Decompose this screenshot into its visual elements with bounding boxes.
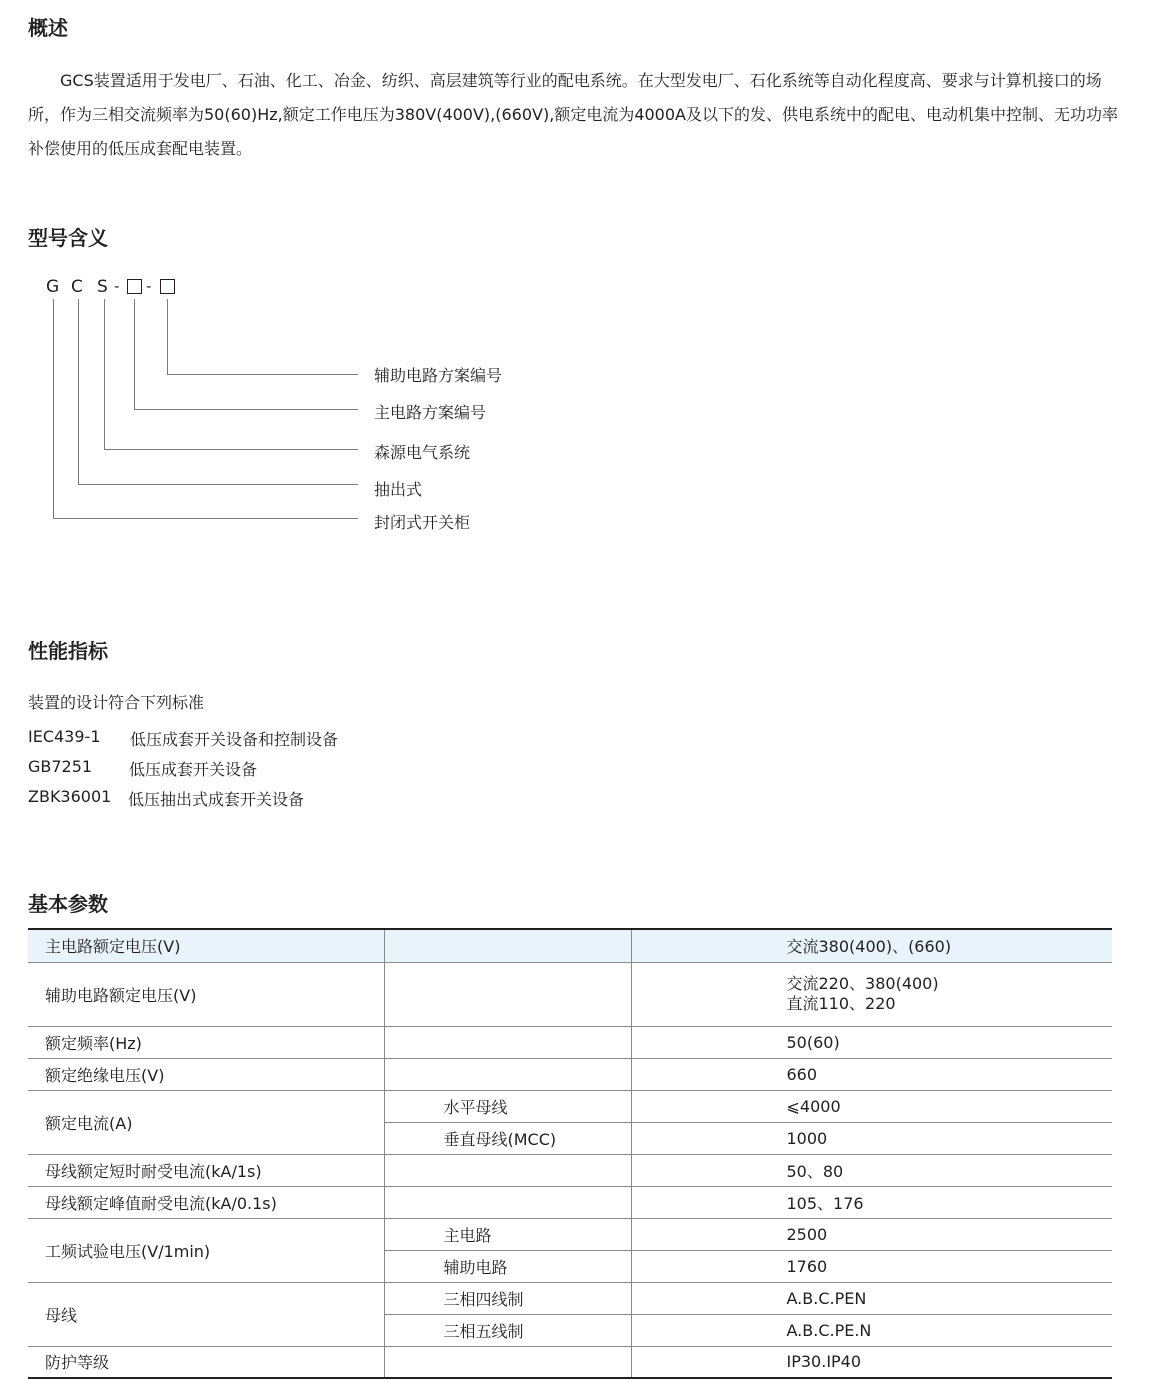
- standard-item: [28, 757, 258, 779]
- standard-code: GB7251: [28, 757, 93, 776]
- param-value: 50、80: [631, 1154, 1112, 1186]
- param-sub: [384, 1154, 631, 1186]
- param-sub: 三相五线制: [384, 1314, 631, 1346]
- performance-heading: 性能指标: [28, 639, 108, 663]
- params-table: [28, 928, 1112, 1379]
- connector-line: [78, 484, 358, 485]
- param-sub: [384, 1186, 631, 1218]
- param-sub: 主电路: [384, 1218, 631, 1250]
- param-value: [631, 962, 1112, 1026]
- table-row: [28, 1346, 1112, 1378]
- param-value: 交流380(400)、(660): [631, 929, 1112, 962]
- label-aux-circuit-scheme: 辅助电路方案编号: [374, 366, 503, 385]
- model-heading: 型号含义: [28, 226, 108, 250]
- table-row: [28, 1218, 1112, 1250]
- standard-desc: 低压成套开关设备和控制设备: [130, 730, 339, 749]
- standard-desc: 低压成套开关设备: [129, 760, 258, 779]
- param-name: 额定绝缘电压(V): [28, 1058, 384, 1090]
- table-row: [28, 1154, 1112, 1186]
- table-row: [28, 1026, 1112, 1058]
- param-sub: 垂直母线(MCC): [384, 1122, 631, 1154]
- param-name: 母线: [28, 1282, 384, 1346]
- label-main-circuit-scheme: 主电路方案编号: [374, 403, 487, 422]
- label-enclosed-switchgear: 封闭式开关柜: [374, 513, 471, 532]
- param-sub: 三相四线制: [384, 1282, 631, 1314]
- param-value: 50(60): [631, 1026, 1112, 1058]
- connector-line: [167, 299, 168, 374]
- param-value: 1760: [631, 1250, 1112, 1282]
- param-value: 2500: [631, 1218, 1112, 1250]
- code-char-s: S: [97, 277, 108, 297]
- standard-item: [28, 787, 305, 809]
- param-name: 母线额定短时耐受电流(kA/1s): [28, 1154, 384, 1186]
- connector-line: [53, 299, 54, 518]
- param-sub: 水平母线: [384, 1090, 631, 1122]
- overview-heading: 概述: [28, 16, 68, 40]
- param-sub: [384, 1346, 631, 1378]
- standards-intro: 装置的设计符合下列标准: [28, 693, 205, 712]
- param-sub: [384, 962, 631, 1026]
- connector-line: [104, 299, 105, 449]
- param-sub: [384, 929, 631, 962]
- standard-code: ZBK36001: [28, 787, 112, 806]
- overview-paragraph: GCS装置适用于发电厂、石油、化工、冶金、纺织、高层建筑等行业的配电系统。在大型发电厂、石化系统等自动化程度高、要求与计算机接口的场所，作为三相交流频率为50(60)Hz,额定工作电压为380V(400V),(660V),额定电流为4000A及以下的发、供电系统中的配电、电动机集中控制、无功功率补偿使用的低压成套配电装置。: [28, 71, 1118, 158]
- param-name: 额定频率(Hz): [28, 1026, 384, 1058]
- table-row: [28, 1282, 1112, 1314]
- param-name: 主电路额定电压(V): [28, 929, 384, 962]
- param-value: IP30.IP40: [631, 1346, 1112, 1378]
- table-row: [28, 1090, 1112, 1122]
- param-value: 660: [631, 1058, 1112, 1090]
- standard-code: IEC439-1: [28, 727, 101, 746]
- standard-desc: 低压抽出式成套开关设备: [128, 790, 305, 809]
- connector-line: [104, 449, 358, 450]
- param-name: 工频试验电压(V/1min): [28, 1218, 384, 1282]
- label-system: 森源电气系统: [374, 443, 471, 462]
- param-value: ⩽4000: [631, 1090, 1112, 1122]
- connector-line: [53, 518, 358, 519]
- table-row: [28, 962, 1112, 1026]
- param-sub: 辅助电路: [384, 1250, 631, 1282]
- param-sub: [384, 1058, 631, 1090]
- model-code-diagram: [0, 270, 560, 540]
- standard-item: [28, 727, 339, 749]
- connector-line: [167, 374, 358, 375]
- code-char-g: G: [46, 277, 60, 297]
- connector-line: [78, 299, 79, 484]
- param-value: A.B.C.PEN: [631, 1282, 1112, 1314]
- param-name: 额定电流(A): [28, 1090, 384, 1154]
- code-placeholder-box: [127, 279, 142, 294]
- table-row: [28, 1186, 1112, 1218]
- code-dash: -: [146, 277, 152, 295]
- param-value: A.B.C.PE.N: [631, 1314, 1112, 1346]
- code-char-c: C: [71, 277, 83, 297]
- param-name: 防护等级: [28, 1346, 384, 1378]
- code-placeholder-box: [160, 279, 175, 294]
- param-name: 辅助电路额定电压(V): [28, 962, 384, 1026]
- connector-line: [134, 299, 135, 409]
- connector-line: [134, 409, 358, 410]
- param-value: 1000: [631, 1122, 1112, 1154]
- param-value: 105、176: [631, 1186, 1112, 1218]
- table-row: [28, 929, 1112, 962]
- label-drawout: 抽出式: [374, 480, 423, 499]
- table-row: [28, 1058, 1112, 1090]
- code-dash: -: [114, 277, 120, 295]
- params-heading: 基本参数: [28, 892, 108, 916]
- param-sub: [384, 1026, 631, 1058]
- param-name: 母线额定峰值耐受电流(kA/0.1s): [28, 1186, 384, 1218]
- param-value-line: 交流220、380(400): [786, 974, 939, 993]
- param-value-line: 直流110、220: [786, 994, 896, 1013]
